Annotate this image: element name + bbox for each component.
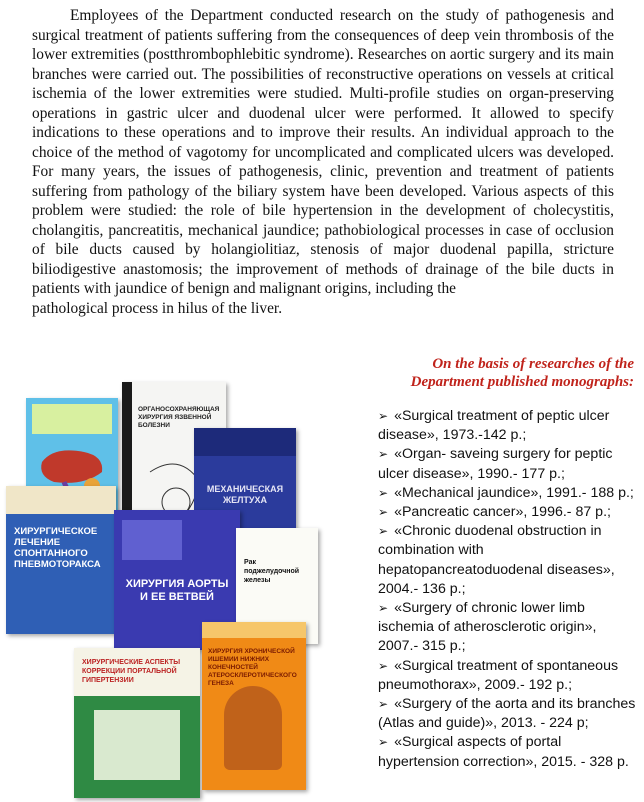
list-item: ➢ «Surgical aspects of portal hypertension correction», 2015. - 328 p. <box>378 734 629 770</box>
arrow-bullet-icon: ➢ <box>378 735 389 750</box>
list-item: ➢ «Mechanical jaundice», 1991.- 188 p.; <box>378 484 634 501</box>
arrow-bullet-icon: ➢ <box>378 505 389 520</box>
arrow-bullet-icon: ➢ <box>378 697 389 712</box>
book-cover-portal <box>74 648 200 798</box>
arrow-bullet-icon: ➢ <box>378 485 389 500</box>
intro-tail: pathological process in hilus of the liver. <box>32 299 283 317</box>
book-title: ХИРУРГИЧЕСКИЕ АСПЕКТЫ КОРРЕКЦИИ ПОРТАЛЬНОЙ ГИПЕРТЕНЗИИ <box>82 659 181 684</box>
book-title: Рак поджелудочной железы <box>244 559 300 584</box>
book-cover-pneumothorax <box>6 486 116 634</box>
book-cover-ischemia <box>202 622 306 790</box>
book-title: ХИРУРГИЧЕСКОЕ ЛЕЧЕНИЕ СПОНТАННОГО ПНЕВМОТОРАКСА <box>14 526 101 570</box>
list-item: ➢ «Surgery of chronic lower limb ischemia of atherosclerotic origin», 2007.- 315 p.; <box>378 600 597 655</box>
list-item: ➢ «Surgery of the aorta and its branches (Atlas and guide)», 2013. - 224 p; <box>378 696 636 732</box>
list-item: ➢ «Pancreatic cancer», 1996.- 87 p.; <box>378 504 611 521</box>
book-title: ХИРУРГИЯ АОРТЫ И ЕЕ ВЕТВЕЙ <box>125 578 229 603</box>
intro-text: Employees of the Department conducted research on the study of pathogenesis and surgical treatment of patients suffering from the consequences of deep vein thrombosis of the lower extremities (postthrombophlebitic syndrome). Researches on aortic surgery and its main branches were carried out. The possibilities of reconstructive operations on vessels at critical ischemia of the lower extremities were studied. Multi-profile studies on organ-preserving operations in gastric ulcer and duodenal ulcer were performed. It allowed to specify indications to these operations and to improve their results. An individual approach to the choice of the method of vagotomy for uncomplicated and complicated ulcers was developed. For many years, the issues of pathogenesis, clinic, prevention and treatment of patients suffering from pathology of the biliary system have been developed. Various aspects of this problem were studied: the role of bile hypertension in the development of cholecystitis, cholangitis, pancreatitis, mechanical jaundice; pathobiological processes in case of occlusion of bile ducts caused by holangiolitiaz, stenosis of major duodenal papilla, stricture biliodigestive anastomosis; the improvement of methods of drainage of the bile ducts in patients with jaundice of benign and malignant origins, including the <box>32 7 614 297</box>
book-title: МЕХАНИЧЕСКАЯ ЖЕЛТУХА <box>206 484 284 505</box>
list-item: ➢ «Surgical treatment of peptic ulcer disease», 1973.-142 p.; <box>378 408 610 444</box>
monographs-heading: On the basis of researches of the Department published monographs: <box>410 356 634 390</box>
list-item: ➢ «Organ- saveing surgery for peptic ulcer disease», 1990.- 177 p.; <box>378 446 613 482</box>
arrow-bullet-icon: ➢ <box>378 658 389 673</box>
arrow-bullet-icon: ➢ <box>378 524 389 539</box>
arrow-bullet-icon: ➢ <box>378 409 389 423</box>
book-covers-collage <box>0 370 380 802</box>
monographs-list <box>378 407 640 772</box>
list-item: ➢ «Surgical treatment of spontaneous pneumothorax», 2009.- 192 p.; <box>378 657 619 693</box>
arrow-bullet-icon: ➢ <box>378 447 389 462</box>
book-title: ХИРУРГИЯ ХРОНИЧЕСКОЙ ИШЕМИИ НИЖНИХ КОНЕЧНОСТЕЙ АТЕРОСКЛЕРОТИЧЕСКОГО ГЕНЕЗА <box>208 648 297 687</box>
list-item: ➢ «Chronic duodenal obstruction in combination with hepatopancreatoduodenal diseases», 2004.- 136 p.; <box>378 523 615 597</box>
intro-paragraph <box>32 6 614 318</box>
arrow-bullet-icon: ➢ <box>378 601 389 616</box>
book-title: ОРГАНОСОХРАНЯЮЩАЯ ХИРУРГИЯ ЯЗВЕННОЙ БОЛЕЗНИ <box>138 406 220 429</box>
